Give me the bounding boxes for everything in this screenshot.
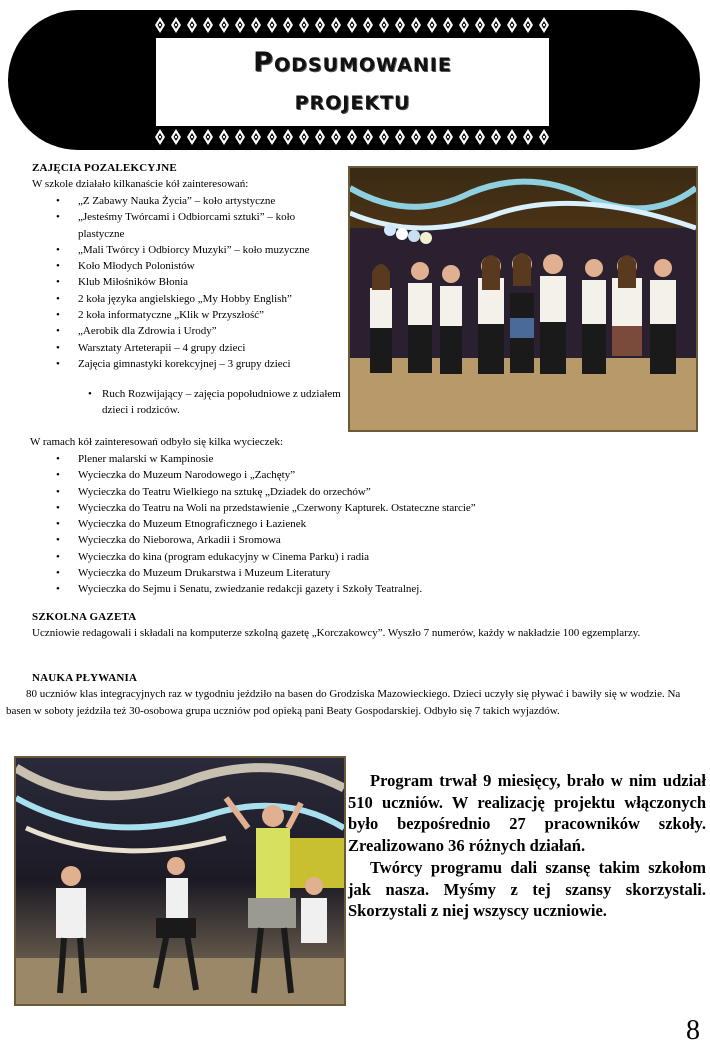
page-title-line-2: projektu [294,85,411,116]
list-item: • „Mali Twórcy i Odbiorcy Muzyki” – koło muzyczne [28,242,344,258]
clubs-section [32,160,344,193]
list-item: • „Z Zabawy Nauka Życia” – koło artystyczne [28,193,344,209]
clubs-list [28,193,344,372]
list-item-last: • Ruch Rozwijający – zajęcia popołudniowe z udziałem dzieci i rodziców. [28,386,346,419]
list-item: • Wycieczka do Muzeum Etnograficznego i Łazienek [28,516,700,532]
trips-list [28,451,700,598]
clubs-heading: ZAJĘCIA POZALEKCYJNE [32,162,177,174]
trips-intro: W ramach kół zainteresowań odbyło się kilka wycieczek: [30,436,284,448]
list-item: • „Jesteśmy Twórcami i Odbiorcami sztuki” – koło plastyczne [28,209,344,242]
newspaper-section [6,609,700,642]
ornament-border-bottom [152,126,553,148]
page-title-line-1: Podsumowanie [253,47,452,78]
swimming-section [6,670,700,719]
list-item: • 2 koła informatyczne „Klik w Przyszłość” [28,307,344,323]
clubs-intro: W szkole działało kilkanaście kół zainteresowań: [32,178,249,191]
list-item: • Wycieczka do Teatru na Woli na przedstawienie „Czerwony Kapturek. Ostateczne starcie” [28,500,700,516]
clubs-last-item [28,386,346,419]
list-item: • „Aerobik dla Zdrowia i Urody” [28,323,344,339]
list-item: • Wycieczka do Sejmu i Senatu, zwiedzanie redakcji gazety i Szkoły Teatralnej. [28,581,700,597]
list-item: • Wycieczka do Muzeum Narodowego i „Zachęty” [28,467,700,483]
list-item: • Wycieczka do Nieborowa, Arkadii i Sromowa [28,532,700,548]
newspaper-text: Uczniowie redagowali i składali na komputerze szkolną gazetę „Korczakowcy”. Wyszło 7 numerów, każdy w nakładzie 100 egzemplarzy. [32,627,641,640]
photo-stage-performance [348,166,698,432]
list-item: • 2 koła języka angielskiego „My Hobby English” [28,291,344,307]
page-number: 8 [686,1015,700,1046]
list-item: • Zajęcia gimnastyki korekcyjnej – 3 grupy dzieci [28,356,344,372]
list-item: • Wycieczka do Teatru Wielkiego na sztukę „Dziadek do orzechów” [28,484,700,500]
list-item: • Klub Miłośników Błonia [28,274,344,290]
photo-dancing-students [14,756,346,1006]
newspaper-heading: SZKOLNA GAZETA [32,611,137,623]
swimming-text: 80 uczniów klas integracyjnych raz w tygodniu jeździło na basen do Grodziska Mazowieckiego. Dzieci uczyły się pływać i bawiły się w wodzie. Na basen w soboty jeździła też 30-osobowa grupa uczniów pod opieką pani Beaty Gospodarskiej. Odbyło się 7 takich wyjazdów. [6,688,681,717]
summary-paragraph-1: Program trwał 9 miesięcy, brało w nim udział 510 uczniów. W realizację projektu włączonych było bezpośrednio 27 pracowników szkoły. Zrealizowano 36 różnych działań. [348,771,706,856]
swimming-heading: NAUKA PŁYWANIA [32,672,138,684]
list-item: • Wycieczka do Muzeum Drukarstwa i Muzeum Literatury [28,565,700,581]
title-box [156,38,549,126]
list-item: • Wycieczka do kina (program edukacyjny w Cinema Parku) i radia [28,549,700,565]
list-item: • Warsztaty Arteterapii – 4 grupy dzieci [28,340,344,356]
summary-paragraph-2: Twórcy programu dali szansę takim szkołom jak nasza. Myśmy z tej szansy skorzystali. Skorzystali z niej wszyscy uczniowie. [348,857,706,921]
list-item: • Koło Młodych Polonistów [28,258,344,274]
list-item: • Plener malarski w Kampinosie [28,451,700,467]
summary-box [348,770,706,922]
ornament-border-top [152,14,553,36]
